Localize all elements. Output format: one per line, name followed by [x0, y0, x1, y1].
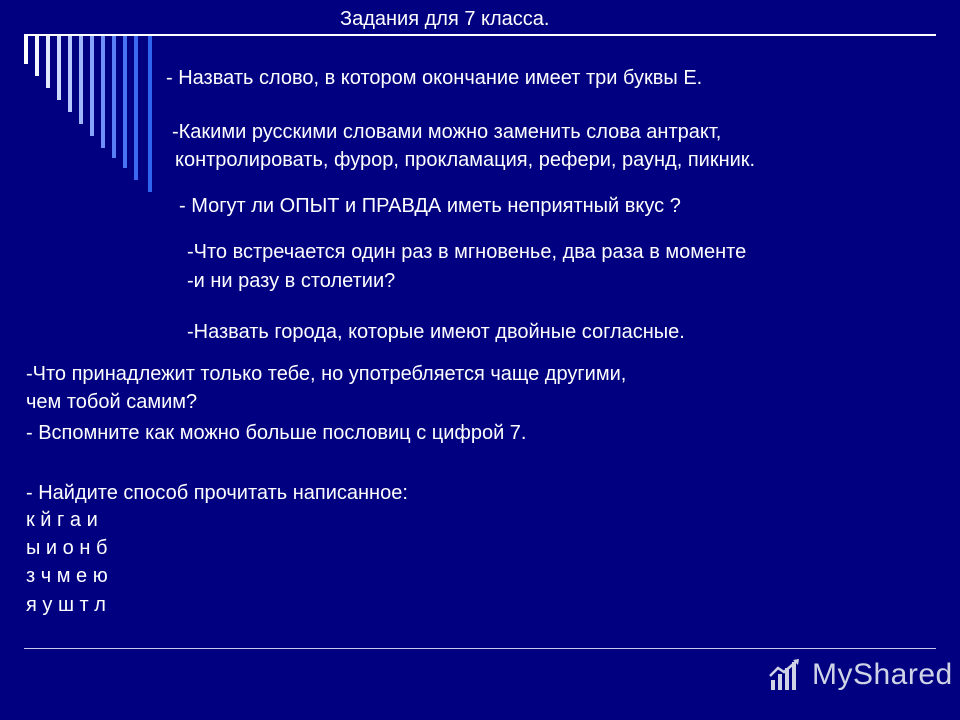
myshared-logo-icon: [768, 658, 806, 692]
slide-title: Задания для 7 класса.: [340, 8, 550, 30]
task-4-line-1: -Что встречается один раз в мгновенье, два раза в моменте: [187, 241, 747, 263]
task-6-line-1: -Что принадлежит только тебе, но употребляется чаще другими,: [26, 363, 627, 385]
task-2-line-1: -Какими русскими словами можно заменить слова антракт,: [172, 121, 722, 143]
decor-bar: [68, 36, 72, 112]
decor-bar: [112, 36, 116, 158]
task-7-line-1: - Вспомните как можно больше пословиц с цифрой 7.: [26, 422, 527, 444]
task-2-line-2: контролировать, фурор, прокламация, рефери, раунд, пикник.: [175, 149, 756, 171]
letter-grid-row-2: ы и о н б: [26, 537, 108, 559]
bottom-divider: [24, 648, 936, 649]
letter-grid-row-3: з ч м е ю: [26, 565, 108, 587]
task-1-line-1: - Назвать слово, в котором окончание имеет три буквы Е.: [166, 67, 703, 89]
decor-bar: [148, 36, 152, 192]
task-3-line-1: - Могут ли ОПЫТ и ПРАВДА иметь неприятный вкус ?: [179, 195, 681, 217]
top-divider: [24, 34, 936, 36]
myshared-logo-text: MyShared: [812, 658, 953, 691]
letter-grid-row-1: к й г а и: [26, 509, 98, 531]
decor-bar: [46, 36, 50, 88]
decor-bar: [134, 36, 138, 180]
decor-bar: [90, 36, 94, 136]
myshared-logo: [768, 652, 953, 698]
task-4-line-2: -и ни разу в столетии?: [187, 270, 396, 292]
decor-bar: [123, 36, 127, 168]
decor-bar: [35, 36, 39, 76]
task-5-line-1: -Назвать города, которые имеют двойные согласные.: [187, 321, 685, 343]
task-8-line-1: - Найдите способ прочитать написанное:: [26, 482, 408, 504]
decor-bar: [101, 36, 105, 148]
task-6-line-2: чем тобой самим?: [26, 391, 198, 413]
decor-bar: [79, 36, 83, 124]
decor-bar: [57, 36, 61, 100]
decor-bar: [24, 36, 28, 64]
letter-grid-row-4: я у ш т л: [26, 594, 106, 616]
